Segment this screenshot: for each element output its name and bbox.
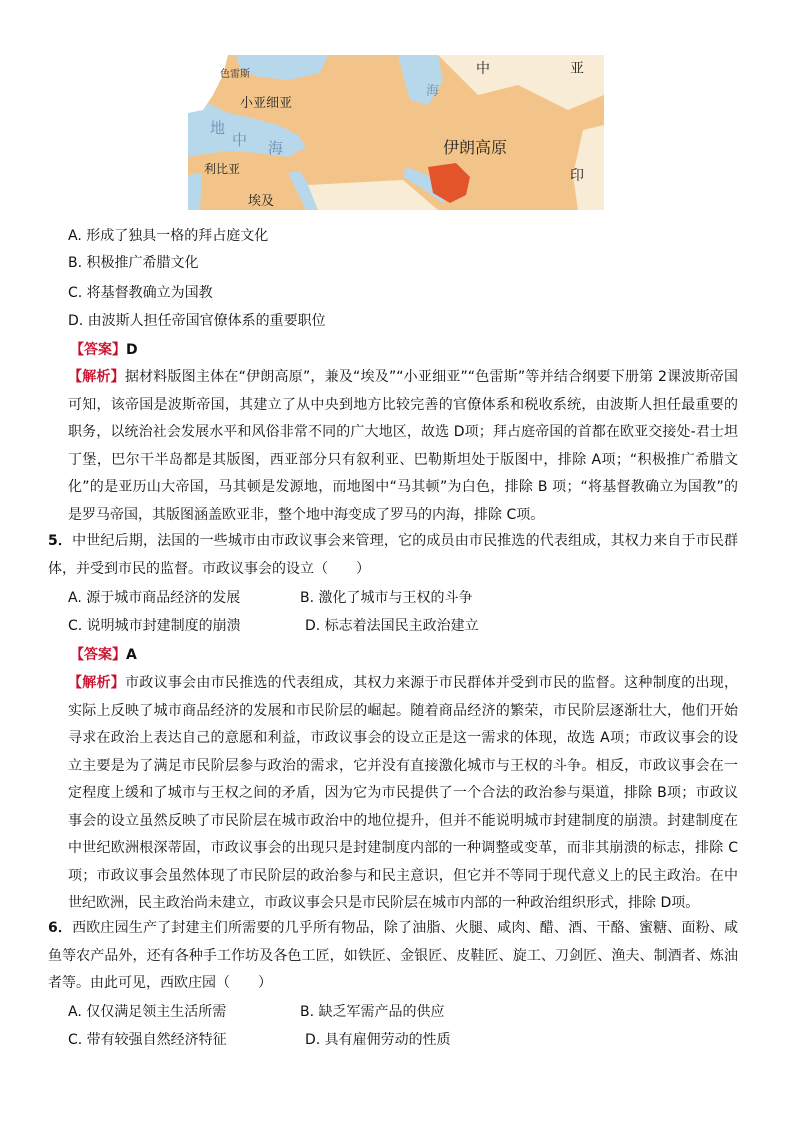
q6-stem <box>48 915 738 998</box>
label-asia-minor: 小亚细亚 <box>240 96 293 111</box>
q5-answer-line <box>70 645 137 665</box>
q5-option-c: C. 说明城市封建制度的崩溃 <box>68 618 241 634</box>
q5-analysis-tag: 【解析】 <box>68 675 126 691</box>
label-sea-hai: 海 <box>268 139 284 157</box>
q6-number: 6． <box>48 920 73 936</box>
q5-analysis <box>68 670 738 918</box>
q5-stem-text: 中世纪后期，法国的一些城市由市政议事会来管理，它的成员由市民推选的代表组成，其权力来自于市民群体，并受到市民的监督。市政议事会的设立（ ） <box>48 533 738 577</box>
q4-analysis-text: 据材料版图主体在“伊朗高原”，兼及“埃及”“小亚细亚”“色雷斯”等并结合纲要下册第 2课波斯帝国可知，该帝国是波斯帝国，其建立了从中央到地方比较完善的官僚体系和税收系统，由波斯人担任最重要的职务，以统治社会发展水平和风俗非常不同的广大地区，故选 D项；拜占庭帝国的首都在欧亚交接处-君士坦丁堡，巴尔干半岛都是其版图，西亚部分只有叙利亚、巴勒斯坦处于版图中，排除 A项；“积极推广希腊文化”的是亚历山大帝国，马其顿是发源地，而地图中“马其顿”为白色，排除 B 项；“将基督教确立为国教”的是罗马帝国，其版图涵盖欧亚非，整个地中海变成了罗马的内海，排除 C项。 <box>68 369 738 523</box>
label-sea-zhong: 中 <box>232 131 248 149</box>
label-central: 中 <box>476 61 490 77</box>
q6-stem-text: 西欧庄园生产了封建主们所需要的几乎所有物品，除了油脂、火腿、咸肉、醋、酒、干酪、蜜糖、面粉、咸鱼等农产品外，还有各种手工作坊及各色工匠，如铁匠、金银匠、皮鞋匠、旋工、刀剑匠、渔夫、制酒者、炼油者等。由此可见，西欧庄园（ ） <box>48 920 738 991</box>
q5-answer-value: A <box>126 647 137 663</box>
q5-option-d: D. 标志着法国民主政治建立 <box>305 618 479 634</box>
q4-analysis <box>68 364 738 529</box>
q6-option-b: B. 缺乏军需产品的供应 <box>300 1004 445 1020</box>
q4-option-b: B. 积极推广希腊文化 <box>68 255 199 271</box>
q4-analysis-tag: 【解析】 <box>68 369 125 385</box>
label-thrace: 色雷斯 <box>220 69 250 80</box>
q5-answer-tag: 【答案】 <box>70 647 126 663</box>
q5-option-b: B. 激化了城市与王权的斗争 <box>300 590 473 606</box>
persian-empire-map <box>188 55 604 210</box>
map-graphic <box>188 55 604 210</box>
sea-west-edge <box>188 173 202 210</box>
q4-option-c: C. 将基督教确立为国教 <box>68 285 213 301</box>
q5-stem <box>48 528 738 583</box>
label-asia: 亚 <box>570 61 584 77</box>
q6-option-c: C. 带有较强自然经济特征 <box>68 1032 227 1048</box>
q4-answer-line <box>70 340 138 360</box>
q5-analysis-text: 市政议事会由市民推选的代表组成，其权力来源于市民群体并受到市民的监督。这种制度的出现，实际上反映了城市商品经济的发展和市民阶层的崛起。随着商品经济的繁荣，市民阶层逐渐壮大，他们开始寻求在政治上表达自己的意愿和利益，市政议事会的设立正是这一需求的体现，故选 A项；市政议事会的设立主要是为了满足市民阶层参与政治的需求，它并没有直接激化城市与王权的斗争。相反，市政议事会在一定程度上缓和了城市与王权之间的矛盾，因为它为市民提供了一个合法的政治参与渠道，排除 B项；市政议事会的设立虽然反映了市民阶层在城市政治中的地位提升，但并不能说明城市封建制度的崩溃。封建制度在中世纪欧洲根深蒂固，市政议事会的出现只是封建制度内部的一种调整或变革，而非其崩溃的标志，排除 C项；市政议事会虽然体现了市民阶层的政治参与和民主意识，但它并不等同于现代意义上的民主政治。在中世纪欧洲，民主政治尚未建立，市政议事会只是市民阶层在城市内部的一种政治组织形式，排除 D项。 <box>68 675 739 911</box>
q5-number: 5． <box>48 533 73 549</box>
label-sea-hai-caspian: 海 <box>426 84 440 99</box>
q5-option-a: A. 源于城市商品经济的发展 <box>68 590 241 606</box>
q6-option-a: A. 仅仅满足领主生活所需 <box>68 1004 227 1020</box>
q4-answer-value: D <box>126 342 138 358</box>
q4-option-d: D. 由波斯人担任帝国官僚体系的重要职位 <box>68 313 326 329</box>
label-egypt: 埃及 <box>248 194 275 209</box>
label-libya: 利比亚 <box>204 162 241 176</box>
label-sea-ti: 地 <box>210 119 226 137</box>
q4-option-a: A. 形成了独具一格的拜占庭文化 <box>68 228 269 244</box>
q4-answer-tag: 【答案】 <box>70 342 126 358</box>
q6-option-d: D. 具有雇佣劳动的性质 <box>305 1032 451 1048</box>
label-iranian-plateau: 伊朗高原 <box>443 138 508 157</box>
label-india: 印 <box>570 168 584 184</box>
